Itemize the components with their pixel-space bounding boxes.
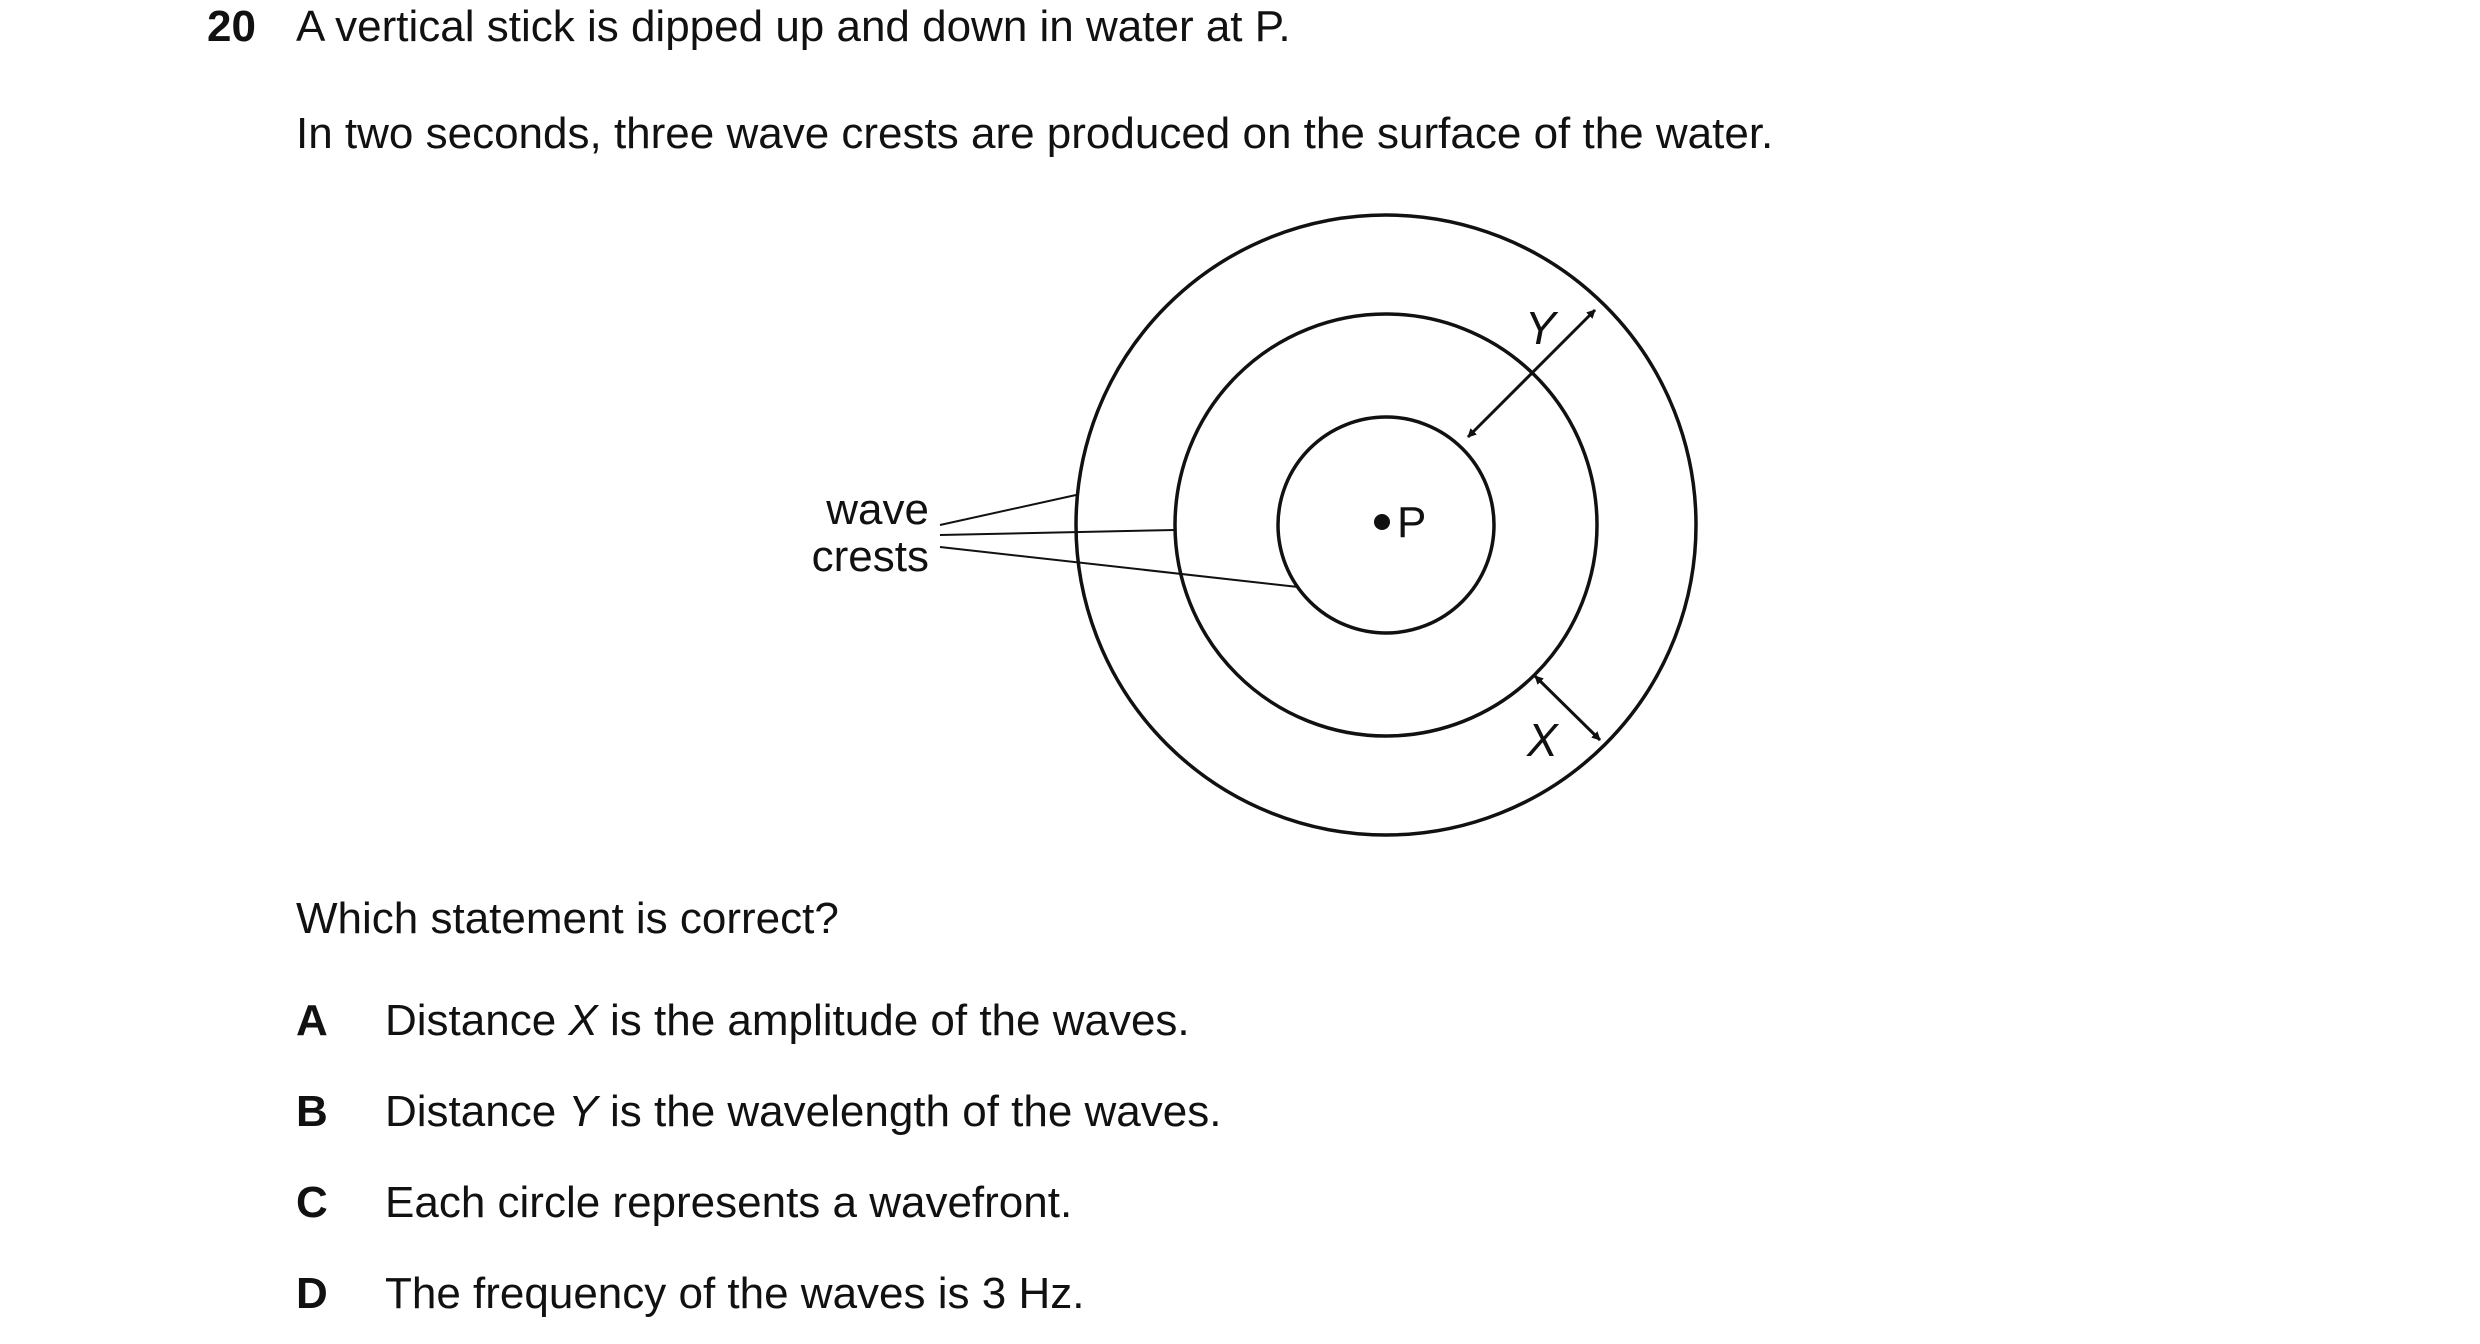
question-prompt: Which statement is correct?	[296, 894, 839, 943]
leader-line-inner	[940, 547, 1298, 587]
question-stem-line-1: A vertical stick is dipped up and down in water at P.	[296, 2, 1291, 51]
option-a-variable: X	[568, 996, 598, 1045]
option-a-text: Distance X is the amplitude of the waves.	[385, 996, 1190, 1045]
distance-y-label: Y	[1525, 302, 1556, 354]
crests-label: crests	[811, 532, 929, 581]
leader-line-middle	[940, 530, 1175, 535]
option-b-text: Distance Y is the wavelength of the waves.	[385, 1087, 1222, 1136]
option-b[interactable]	[296, 1082, 1696, 1142]
option-c[interactable]	[296, 1173, 1696, 1233]
option-b-variable: Y	[568, 1087, 598, 1136]
option-d-letter: D	[296, 1269, 328, 1318]
option-b-letter: B	[296, 1087, 328, 1136]
option-d-text: The frequency of the waves is 3 Hz.	[385, 1269, 1085, 1318]
source-point-dot	[1374, 514, 1390, 530]
option-a-letter: A	[296, 996, 328, 1045]
leader-line-outer	[940, 495, 1076, 525]
question-number: 20	[207, 2, 256, 51]
option-a[interactable]	[296, 991, 1696, 1051]
source-point-label: P	[1397, 498, 1427, 547]
option-d[interactable]	[296, 1264, 1696, 1324]
option-c-text: Each circle represents a wavefront.	[385, 1178, 1073, 1227]
question-stem-line-2: In two seconds, three wave crests are produced on the surface of the water.	[296, 109, 1774, 158]
option-c-letter: C	[296, 1178, 328, 1227]
distance-x-label: X	[1527, 714, 1558, 766]
wave-label: wave	[826, 485, 929, 534]
